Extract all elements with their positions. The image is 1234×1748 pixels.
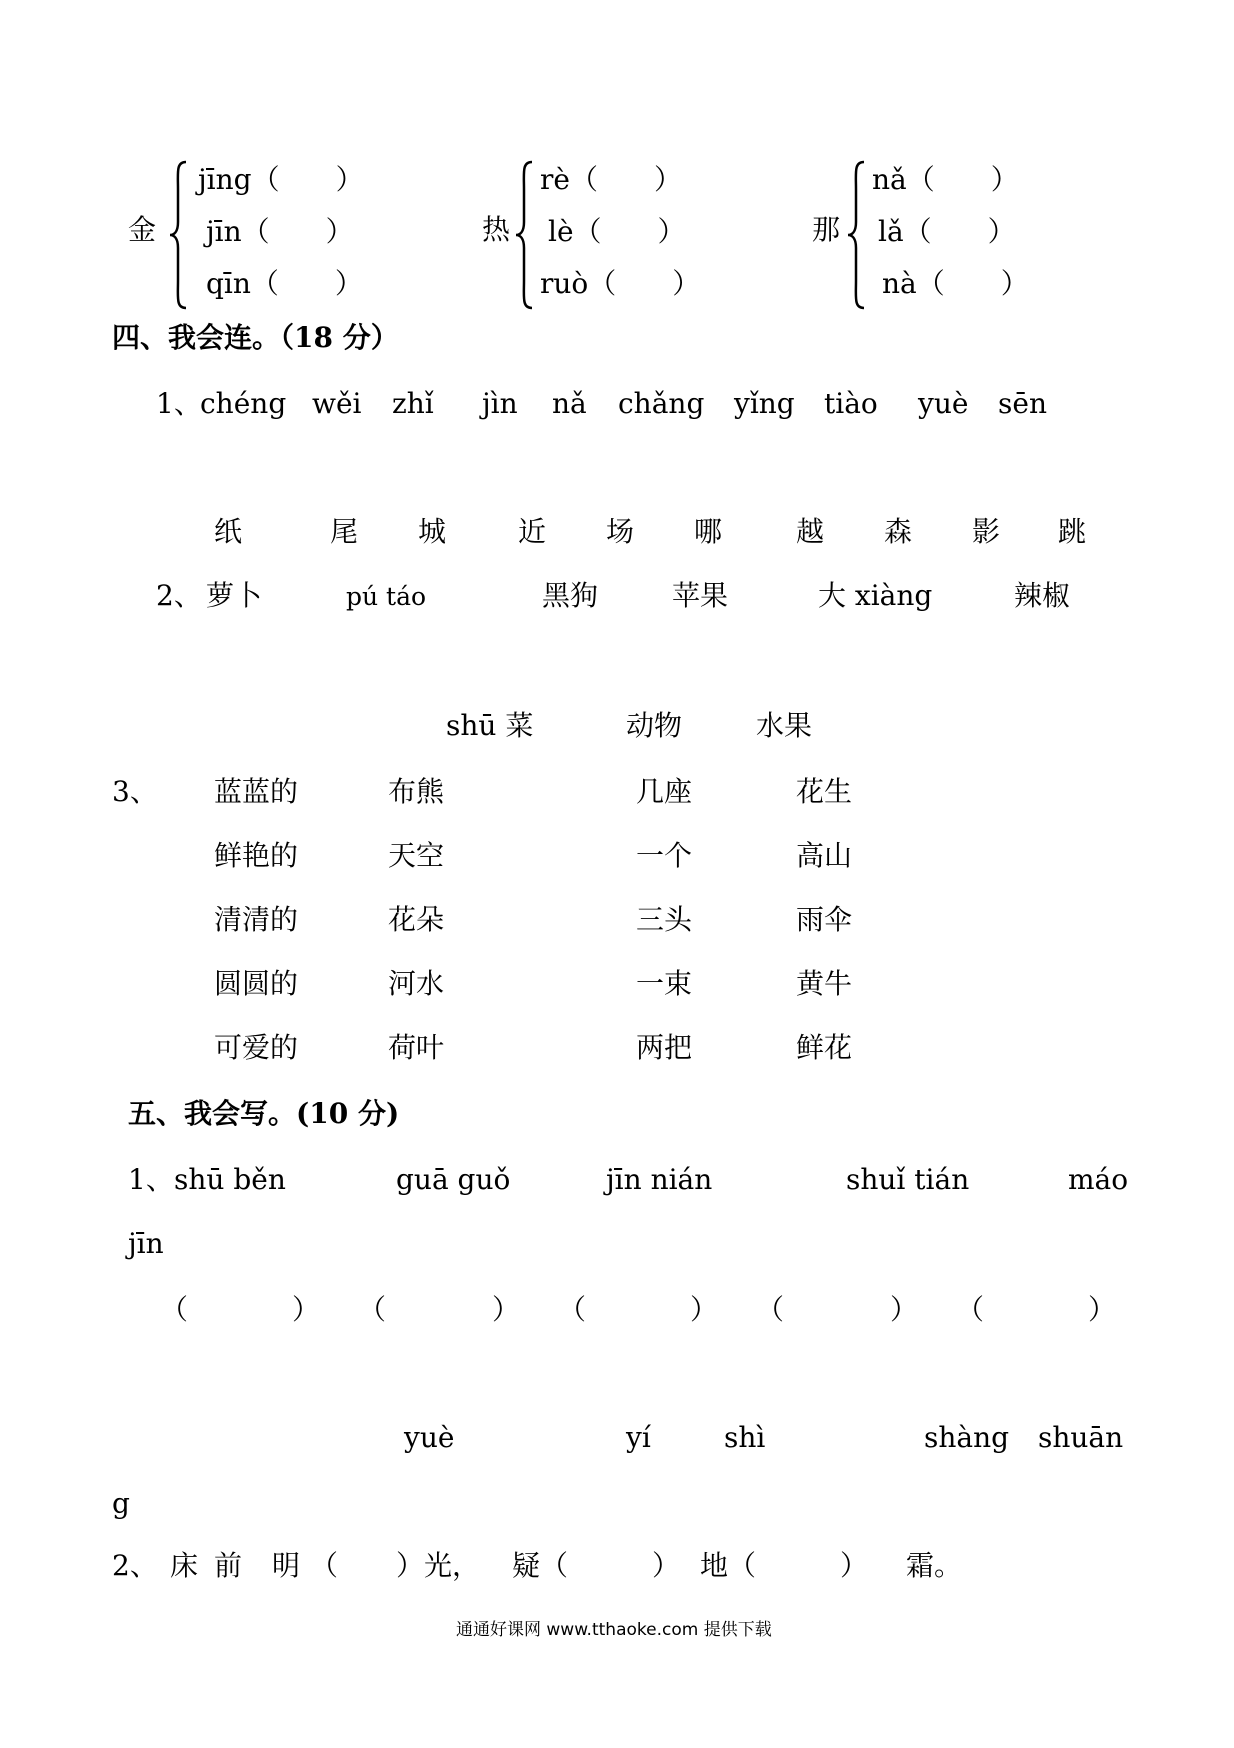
match-char: 城 xyxy=(418,515,447,548)
q3-col4-item: 雨伞 xyxy=(796,903,853,936)
q3-col1-item: 鲜艳的 xyxy=(214,839,299,872)
question-number: 2、 xyxy=(156,579,202,612)
q3-col2-item: 布熊 xyxy=(388,775,445,808)
pinyin-word: guā guǒ xyxy=(396,1163,511,1196)
match-char: 哪 xyxy=(694,515,723,548)
match-char: 森 xyxy=(884,515,913,548)
question-number: 1、 xyxy=(128,1163,174,1196)
q3-col2-item: 天空 xyxy=(388,839,445,872)
pinyin-word: chǎng xyxy=(618,387,705,420)
match-char: 场 xyxy=(606,515,635,548)
q3-col4-item: 花生 xyxy=(796,775,853,808)
answer-blank-close: ） xyxy=(492,1293,521,1326)
poem-text[interactable]: 地（ xyxy=(700,1549,757,1582)
pinyin-word: sēn xyxy=(998,387,1047,420)
section-4-title: 四、我会连。（18 分） xyxy=(112,321,399,354)
polyphone-char-3: 那 xyxy=(812,213,841,246)
polyphone-option: qīn（ ） xyxy=(206,267,363,300)
polyphone-option: rè（ ） xyxy=(540,163,682,196)
poem-text: ）光， xyxy=(396,1549,481,1582)
question-number: 1、 xyxy=(156,387,202,420)
polyphone-option: nà（ ） xyxy=(882,267,1029,300)
q3-col1-item: 清清的 xyxy=(214,903,299,936)
poem-pinyin: shàng xyxy=(924,1421,1010,1454)
poem-pinyin: shì xyxy=(724,1421,766,1454)
question-number: 3、 xyxy=(112,775,158,808)
answer-blank-open[interactable]: （ xyxy=(358,1293,387,1326)
pinyin-word: yuè xyxy=(918,387,969,420)
q3-col2-item: 河水 xyxy=(388,967,445,1000)
match-char: 跳 xyxy=(1058,515,1087,548)
q3-col3-item: 一束 xyxy=(636,967,693,1000)
answer-blank-close: ） xyxy=(690,1293,719,1326)
poem-pinyin: shuān xyxy=(1038,1421,1124,1454)
polyphone-char-1: 金 xyxy=(128,213,157,246)
pinyin-wrap: jīn xyxy=(128,1227,164,1260)
pinyin-word: zhǐ xyxy=(392,387,434,420)
brace-icon xyxy=(168,160,190,310)
pinyin-word: máo xyxy=(1068,1163,1129,1196)
pinyin-word: chéng xyxy=(200,387,287,420)
section-5-title: 五、我会写。(10 分) xyxy=(128,1097,400,1130)
answer-blank-close: ） xyxy=(840,1549,869,1582)
category-label: shū 菜 xyxy=(446,709,534,742)
poem-pinyin-wrap: g xyxy=(112,1487,130,1520)
category-label: 水果 xyxy=(756,709,813,742)
answer-blank-open[interactable]: （ xyxy=(558,1293,587,1326)
polyphone-option: ruò（ ） xyxy=(540,267,701,300)
answer-blank-close: ） xyxy=(292,1293,321,1326)
pinyin-word: jìn xyxy=(482,387,518,420)
q3-col3-item: 两把 xyxy=(636,1031,693,1064)
answer-blank-close: ） xyxy=(652,1549,681,1582)
match-char: 纸 xyxy=(214,515,243,548)
poem-text: 明 xyxy=(272,1549,301,1582)
answer-blank-close: ） xyxy=(1088,1293,1117,1326)
pinyin-word: wěi xyxy=(312,387,362,420)
pinyin-word: tiào xyxy=(824,387,878,420)
classify-item: 黑狗 xyxy=(542,579,599,612)
q3-col4-item: 黄牛 xyxy=(796,967,853,1000)
q3-col2-item: 荷叶 xyxy=(388,1031,445,1064)
q3-col3-item: 三头 xyxy=(636,903,693,936)
classify-item: 大 xiàng xyxy=(818,579,933,612)
q3-col3-item: 一个 xyxy=(636,839,693,872)
pinyin-word: jīn nián xyxy=(606,1163,713,1196)
brace-icon xyxy=(846,160,868,310)
classify-item: 萝卜 xyxy=(206,579,263,612)
poem-pinyin: yí xyxy=(626,1421,651,1454)
polyphone-option: lè（ ） xyxy=(548,215,686,248)
pinyin-word: shuǐ tián xyxy=(846,1163,970,1196)
answer-blank-open[interactable]: （ xyxy=(956,1293,985,1326)
classify-item: 苹果 xyxy=(672,579,729,612)
q3-col1-item: 蓝蓝的 xyxy=(214,775,299,808)
answer-blank-open[interactable]: （ xyxy=(756,1293,785,1326)
footer-credit: 通通好课网 www.tthaoke.com 提供下载 xyxy=(456,1620,772,1640)
poem-text[interactable]: 疑（ xyxy=(512,1549,569,1582)
match-char: 影 xyxy=(972,515,1001,548)
poem-text: 床 xyxy=(170,1549,199,1582)
q3-col1-item: 圆圆的 xyxy=(214,967,299,1000)
poem-text: 前 xyxy=(214,1549,243,1582)
answer-blank-open[interactable]: （ xyxy=(310,1549,339,1582)
q3-col4-item: 高山 xyxy=(796,839,853,872)
polyphone-option: jīng（ ） xyxy=(198,163,364,196)
match-char: 越 xyxy=(796,515,825,548)
polyphone-option: jīn（ ） xyxy=(206,215,354,248)
poem-pinyin: yuè xyxy=(404,1421,455,1454)
pinyin-word: nǎ xyxy=(552,387,587,420)
q3-col3-item: 几座 xyxy=(636,775,693,808)
polyphone-option: nǎ（ ） xyxy=(872,163,1019,196)
match-char: 尾 xyxy=(330,515,359,548)
pinyin-word: yǐng xyxy=(734,387,795,420)
question-number: 2、 xyxy=(112,1549,158,1582)
classify-item: 辣椒 xyxy=(1014,579,1071,612)
q3-col4-item: 鲜花 xyxy=(796,1031,853,1064)
match-char: 近 xyxy=(518,515,547,548)
q3-col2-item: 花朵 xyxy=(388,903,445,936)
q3-col1-item: 可爱的 xyxy=(214,1031,299,1064)
category-label: 动物 xyxy=(626,709,683,742)
polyphone-char-2: 热 xyxy=(482,213,511,246)
pinyin-word: shū běn xyxy=(174,1163,286,1196)
classify-item: pú táo xyxy=(346,582,427,611)
poem-text: 霜。 xyxy=(906,1549,963,1582)
polyphone-option: lǎ（ ） xyxy=(878,215,1016,248)
answer-blank-close: ） xyxy=(890,1293,919,1326)
brace-icon xyxy=(514,160,536,310)
answer-blank-open[interactable]: （ xyxy=(160,1293,189,1326)
